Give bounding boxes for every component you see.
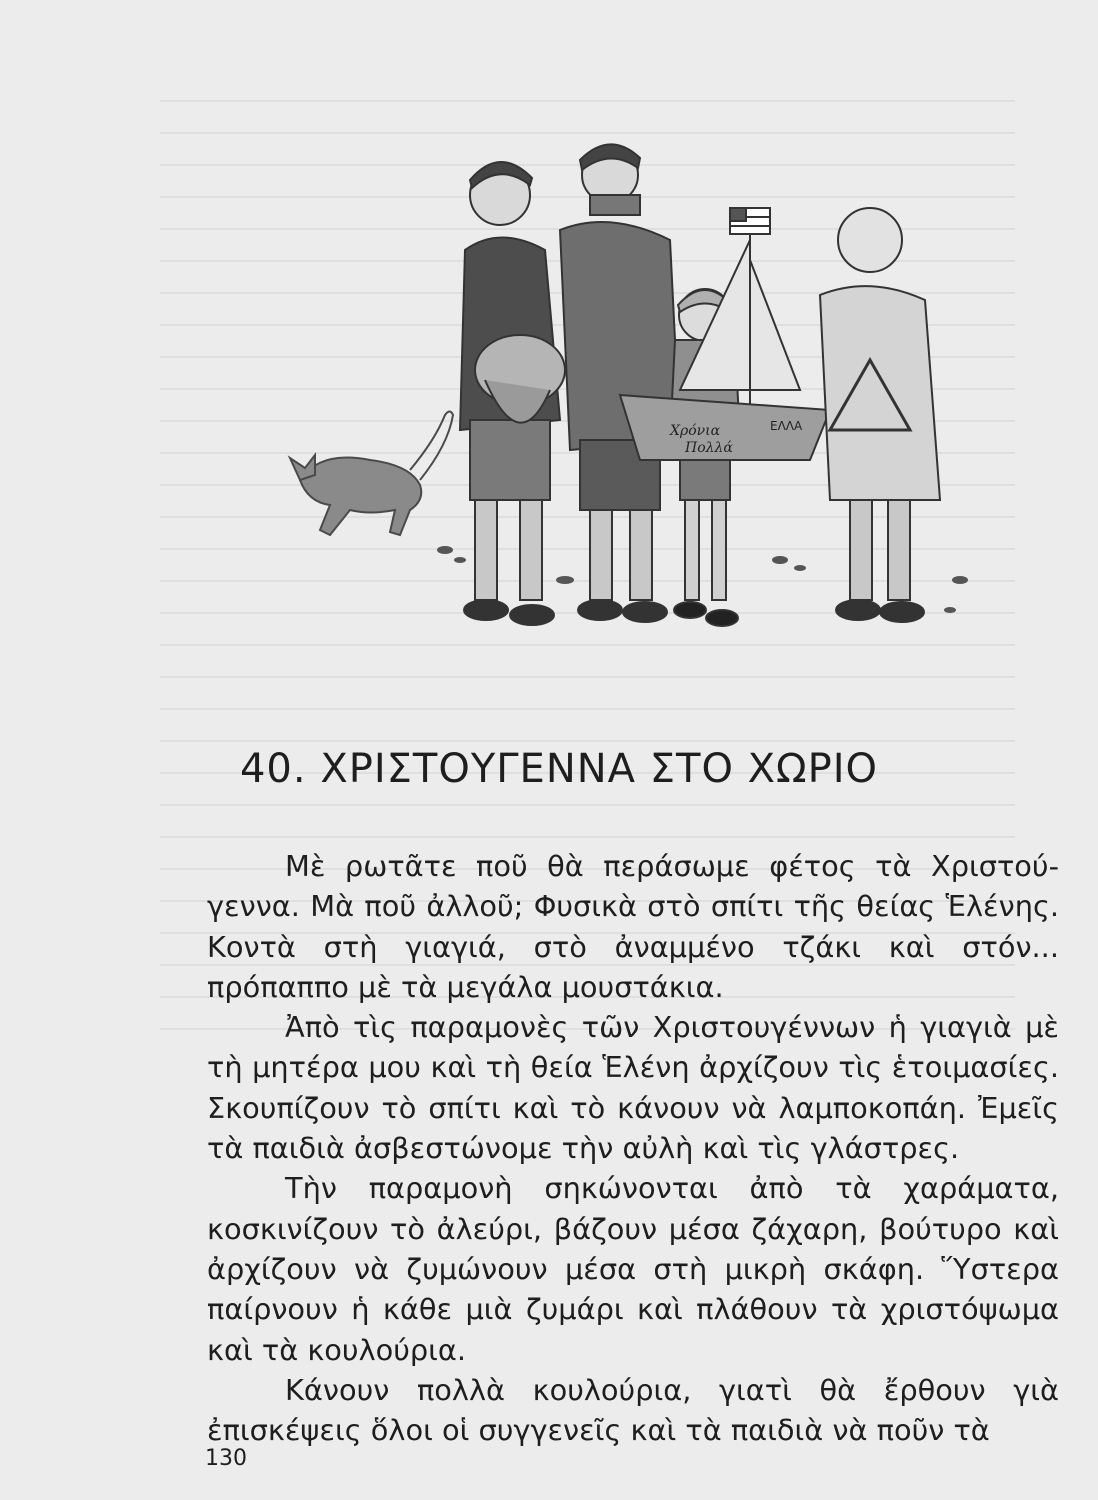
- page-number: 130: [205, 1446, 247, 1471]
- carol-singers-illustration: [260, 140, 1000, 660]
- boy-with-harmonica: [560, 144, 680, 622]
- paragraph: Τὴν παραμονὴ σηκώνονται ἀπὸ τὰ χαράματα, κοσκινίζουν τὸ ἀλεύρι, βάζουν μέσα ζάχαρη, βούτυρο καὶ ἀρχίζουν νὰ ζυμώνουν μέσα στὴ μικρὴ σκάφη. Ὕστερα παίρνουν ἡ κάθε μιὰ ζυμάρι καὶ πλάθουν τὰ χριστόψωμα καὶ τὰ κουλούρια.: [207, 1171, 1059, 1367]
- paragraph: Μὲ ρωτᾶτε ποῦ θὰ περάσωμε φέτος τὰ Χριστούγεννα. Μὰ ποῦ ἀλλοῦ; Φυσικὰ στὸ σπίτι τῆς θείας Ἑλένης. Κοντὰ στὴ γιαγιά, στὸ ἀναμμένο τζάκι καὶ στόν... πρόπαππο μὲ τὰ μεγάλα μουστάκια.: [207, 849, 1059, 1004]
- boat-label-2: Πολλά: [685, 440, 733, 456]
- cat-drawing: [290, 412, 453, 536]
- boat-label-1: Χρόνια: [670, 423, 721, 439]
- paragraph: Κάνουν πολλὰ κουλούρια, γιατὶ θὰ ἔρθουν γιὰ ἐπισκέψεις ὅλοι οἱ συγγενεῖς καὶ τὰ παιδιὰ νὰ ποῦν τὰ: [207, 1372, 1059, 1448]
- chapter-body: [207, 846, 1059, 1450]
- boy-with-triangle: [820, 208, 940, 622]
- boy-with-drum: [460, 162, 565, 625]
- boat-label-3: ΕΛΛΑ: [770, 419, 803, 433]
- paragraph: Ἀπὸ τὶς παραμονὲς τῶν Χριστουγέννων ἡ γιαγιὰ μὲ τὴ μητέρα μου καὶ τὴ θεία Ἑλένη ἀρχίζουν τὶς ἑτοιμασίες. Σκουπίζουν τὸ σπίτι καὶ τὸ κάνουν νὰ λαμποκοπάη. Ἐμεῖς τὰ παιδιὰ ἀσβεστώνομε τὴν αὐλὴ καὶ τὶς γλάστρες.: [207, 1010, 1059, 1166]
- chapter-title: 40. ΧΡΙΣΤΟΥΓΕΝΝΑ ΣΤΟ ΧΩΡΙΟ: [239, 746, 879, 792]
